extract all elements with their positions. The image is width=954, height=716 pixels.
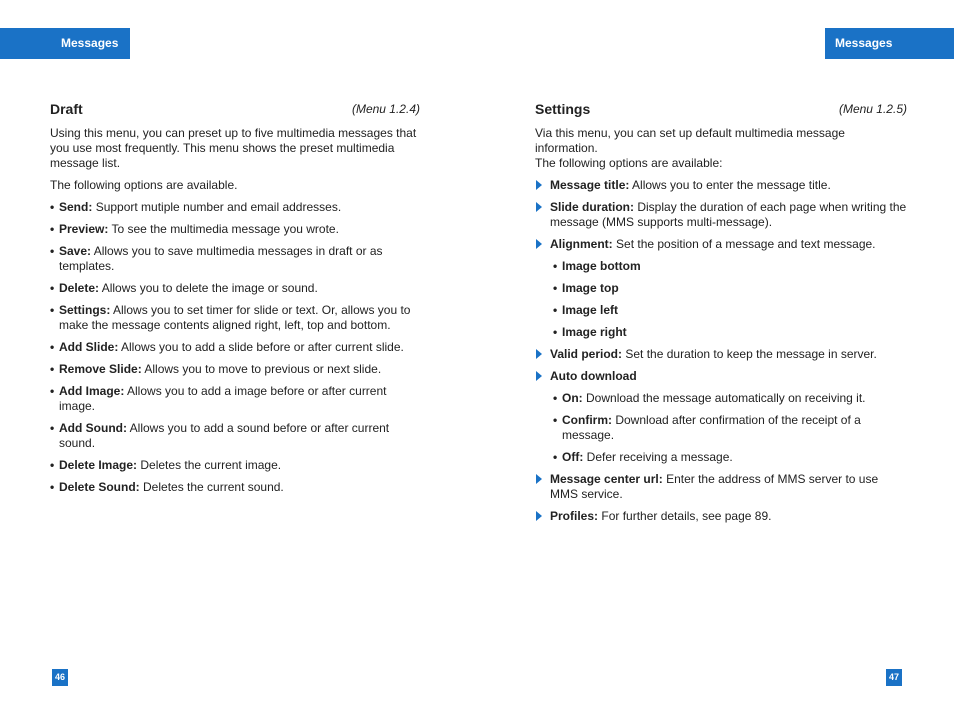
section-heading-settings bbox=[535, 100, 907, 122]
sub-item: • Image bottom bbox=[553, 259, 641, 273]
option-desc: Allows you to enter the message title. bbox=[632, 178, 831, 192]
menu-reference: (Menu 1.2.5) bbox=[838, 102, 907, 116]
list-item-auto-download bbox=[535, 369, 907, 465]
section-title: Draft bbox=[50, 101, 83, 117]
arrow-right-icon bbox=[536, 511, 542, 521]
option-desc: Deletes the current sound. bbox=[143, 480, 284, 494]
alignment-sublist bbox=[550, 259, 907, 340]
sub-desc: Download the message automatically on receiving it. bbox=[586, 391, 866, 405]
section-title: Settings bbox=[535, 101, 591, 117]
list-item: • Save: Allows you to save multimedia messages in draft or as templates. bbox=[50, 244, 383, 273]
list-item-profiles bbox=[535, 509, 907, 524]
sub-term: On: bbox=[562, 391, 583, 405]
option-term: Valid period: bbox=[550, 347, 623, 361]
arrow-right-icon bbox=[536, 202, 542, 212]
arrow-right-icon bbox=[536, 349, 542, 359]
list-item: • Delete: Allows you to delete the image or sound. bbox=[50, 281, 318, 295]
right-page-content bbox=[535, 100, 907, 531]
list-item: • Add Image: Allows you to add a image before or after current image. bbox=[50, 384, 387, 413]
option-desc: To see the multimedia message you wrote. bbox=[111, 222, 339, 236]
list-item: • Delete Sound: Deletes the current sound. bbox=[50, 480, 284, 494]
settings-list bbox=[535, 178, 907, 524]
option-term: Delete Sound: bbox=[59, 480, 140, 494]
list-item-message-center-url bbox=[535, 472, 907, 502]
intro-paragraph: Using this menu, you can preset up to five multimedia messages that you use most frequently. This menu shows the preset multimedia message list. bbox=[50, 126, 417, 170]
list-item: • Remove Slide: Allows you to move to previous or next slide. bbox=[50, 362, 382, 376]
option-desc: Deletes the current image. bbox=[140, 458, 282, 472]
option-term: Settings: bbox=[59, 303, 111, 317]
sub-item: • Image top bbox=[553, 281, 619, 295]
sub-item: • Image right bbox=[553, 325, 627, 339]
list-item: • Send: Support mutiple number and email addresses. bbox=[50, 200, 342, 214]
arrow-right-icon bbox=[536, 180, 542, 190]
option-desc: Allows you to delete the image or sound. bbox=[101, 281, 318, 295]
page-number-right: 47 bbox=[886, 669, 902, 686]
intro-paragraph: Via this menu, you can set up default multimedia message information. bbox=[535, 126, 845, 155]
option-desc: Allows you to add a sound before or after current sound. bbox=[59, 421, 390, 450]
header-tab-messages-right bbox=[825, 28, 954, 59]
option-term: Message title: bbox=[550, 178, 630, 192]
options-intro: The following options are available. bbox=[50, 178, 238, 192]
arrow-right-icon bbox=[536, 474, 542, 484]
header-tab-label: Messages bbox=[835, 36, 893, 50]
option-term: Send: bbox=[59, 200, 93, 214]
option-desc: Allows you to move to previous or next slide. bbox=[144, 362, 382, 376]
option-desc: Display the duration of each page when writing the message (MMS supports multi-message). bbox=[550, 200, 907, 229]
option-term: Slide duration: bbox=[550, 200, 634, 214]
list-item: • Preview: To see the multimedia message you wrote. bbox=[50, 222, 339, 236]
list-item: • Settings: Allows you to set timer for slide or text. Or, allows you to make the message contents aligned right, left, top and bottom. bbox=[50, 303, 411, 332]
option-term: Alignment: bbox=[550, 237, 613, 251]
sub-item: • On: Download the message automatically on receiving it. bbox=[553, 391, 866, 405]
option-term: Delete Image: bbox=[59, 458, 138, 472]
list-item: • Add Slide: Allows you to add a slide before or after current slide. bbox=[50, 340, 404, 354]
sub-desc: Defer receiving a message. bbox=[586, 450, 733, 464]
option-term: Preview: bbox=[59, 222, 109, 236]
option-desc: Allows you to add a slide before or after current slide. bbox=[121, 340, 404, 354]
options-list bbox=[50, 200, 420, 495]
option-term: Add Sound: bbox=[59, 421, 127, 435]
sub-desc: Download after confirmation of the receipt of a message. bbox=[562, 413, 861, 442]
option-desc: Enter the address of MMS server to use MMS service. bbox=[550, 472, 879, 501]
list-item-slide-duration bbox=[535, 200, 907, 230]
arrow-right-icon bbox=[536, 371, 542, 381]
sub-term: Image bottom bbox=[562, 259, 641, 273]
sub-term: Image right bbox=[562, 325, 627, 339]
option-term: Delete: bbox=[59, 281, 100, 295]
option-term: Profiles: bbox=[550, 509, 599, 523]
auto-download-sublist bbox=[550, 391, 907, 465]
list-item-message-title bbox=[535, 178, 907, 193]
page-number-left: 46 bbox=[52, 669, 68, 686]
option-term: Remove Slide: bbox=[59, 362, 142, 376]
option-desc: For further details, see page 89. bbox=[601, 509, 772, 523]
arrow-right-icon bbox=[536, 239, 542, 249]
option-term: Add Image: bbox=[59, 384, 125, 398]
option-desc: Allows you to save multimedia messages in draft or as templates. bbox=[59, 244, 383, 273]
options-intro: The following options are available: bbox=[535, 156, 723, 170]
sub-term: Image left bbox=[562, 303, 619, 317]
option-term: Message center url: bbox=[550, 472, 663, 486]
menu-reference: (Menu 1.2.4) bbox=[351, 102, 420, 116]
header-tab-label: Messages bbox=[61, 36, 119, 50]
sub-term: Confirm: bbox=[562, 413, 612, 427]
option-term: Auto download bbox=[550, 369, 637, 383]
sub-term: Off: bbox=[562, 450, 584, 464]
section-heading-draft bbox=[50, 100, 420, 122]
option-desc: Set the position of a message and text message. bbox=[616, 237, 876, 251]
option-term: Add Slide: bbox=[59, 340, 119, 354]
sub-item: • Image left bbox=[553, 303, 619, 317]
option-desc: Support mutiple number and email addresses. bbox=[95, 200, 342, 214]
sub-item: • Confirm: Download after confirmation of the receipt of a message. bbox=[553, 413, 861, 442]
list-item-valid-period bbox=[535, 347, 907, 362]
option-desc: Set the duration to keep the message in server. bbox=[625, 347, 877, 361]
option-desc: Allows you to set timer for slide or text. Or, allows you to make the message contents aligned right, left, top and bottom. bbox=[59, 303, 411, 332]
sub-item: • Off: Defer receiving a message. bbox=[553, 450, 733, 464]
left-page-content bbox=[50, 100, 420, 502]
sub-term: Image top bbox=[562, 281, 619, 295]
header-tab-messages-left bbox=[0, 28, 130, 59]
option-desc: Allows you to add a image before or after current image. bbox=[59, 384, 387, 413]
list-item: • Add Sound: Allows you to add a sound before or after current sound. bbox=[50, 421, 390, 450]
option-term: Save: bbox=[59, 244, 92, 258]
list-item-alignment bbox=[535, 237, 907, 340]
list-item: • Delete Image: Deletes the current image. bbox=[50, 458, 282, 472]
